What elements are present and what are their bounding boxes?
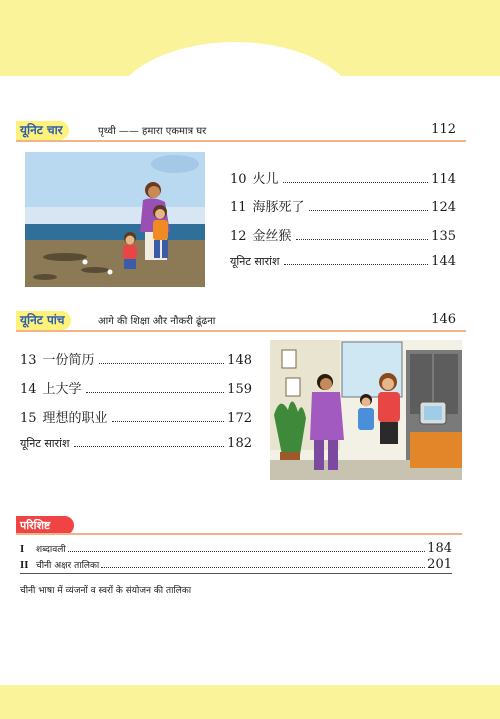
- appendix-page: 201: [427, 557, 452, 572]
- toc-entry-14[interactable]: [20, 378, 252, 398]
- toc-entry-12[interactable]: [230, 225, 456, 245]
- unit-five-title: आगे की शिक्षा और नौकरी ढूंढना: [98, 316, 216, 327]
- beach-family-illustration: [25, 152, 205, 287]
- appendix-roman: I: [20, 545, 25, 555]
- unit-five-tab: यूनिट पांच: [16, 311, 71, 330]
- toc-entry-title: 海豚死了: [252, 200, 305, 215]
- toc-entry-page: 124: [431, 200, 456, 215]
- toc-entry-page: 148: [227, 353, 252, 368]
- toc-entry-title: 上大学: [42, 382, 82, 397]
- toc-summary-page: 144: [431, 254, 456, 269]
- appendix-title: चीनी अक्षर तालिका: [36, 561, 100, 571]
- appendix-divider: [20, 573, 452, 574]
- toc-entry-title: 金丝猴: [252, 229, 292, 244]
- appendix-page: 184: [427, 541, 452, 556]
- toc-entry-page: 135: [431, 229, 456, 244]
- toc-entry-title: 理想的职业: [42, 411, 108, 426]
- toc-unit-five-summary[interactable]: [20, 436, 252, 456]
- leader-dots: [283, 182, 429, 183]
- toc-entry-title: 火儿: [252, 172, 279, 187]
- appendix-rule: [16, 533, 462, 535]
- leader-dots: [296, 239, 429, 240]
- unit-four-header: [16, 120, 466, 142]
- unit-four-page: 112: [431, 122, 456, 137]
- unit-five-page: 146: [431, 312, 456, 327]
- appendix-item-vocabulary[interactable]: [20, 541, 452, 556]
- toc-entry-title: 一份简历: [42, 353, 95, 368]
- appendix-tab: परिशिष्ट: [16, 516, 74, 535]
- toc-entry-10[interactable]: [230, 168, 456, 188]
- toc-entry-15[interactable]: [20, 407, 252, 427]
- unit-five-header: [16, 310, 466, 332]
- toc-entry-number: 11: [230, 200, 247, 215]
- toc-entry-page: 159: [227, 382, 252, 397]
- leader-dots: [112, 421, 225, 422]
- leader-dots: [284, 264, 429, 265]
- toc-summary-page: 182: [227, 436, 252, 451]
- toc-entry-13[interactable]: [20, 349, 252, 369]
- appendix-item-character-table[interactable]: [20, 557, 452, 572]
- toc-entry-number: 10: [230, 172, 247, 187]
- unit-five-rule: [16, 330, 466, 332]
- toc-entry-number: 13: [20, 353, 37, 368]
- leader-dots: [86, 392, 225, 393]
- office-scene-illustration: [270, 340, 462, 480]
- unit-four-rule: [16, 140, 466, 142]
- toc-summary-title: यूनिट सारांश: [20, 437, 70, 450]
- toc-entry-number: 14: [20, 382, 37, 397]
- appendix-title: शब्दावली: [36, 545, 66, 555]
- toc-entry-page: 172: [227, 411, 252, 426]
- unit-four-title: पृथ्वी —— हमारा एकमात्र घर: [98, 126, 207, 137]
- appendix-roman: II: [20, 561, 29, 571]
- appendix-footnote: चीनी भाषा में व्यंजनों व स्वरों के संयोजन की तालिका: [20, 586, 192, 596]
- toc-unit-four-summary[interactable]: [230, 254, 456, 274]
- unit-four-tab: यूनिट चार: [16, 121, 69, 140]
- leader-dots: [99, 363, 225, 364]
- toc-entry-page: 114: [431, 172, 456, 187]
- toc-summary-title: यूनिट सारांश: [230, 255, 280, 268]
- leader-dots: [309, 210, 429, 211]
- toc-entry-number: 12: [230, 229, 247, 244]
- leader-dots: [74, 446, 225, 447]
- leader-dots: [68, 551, 426, 552]
- bottom-decorative-band: [0, 685, 500, 719]
- toc-entry-11[interactable]: [230, 196, 456, 216]
- leader-dots: [101, 567, 425, 568]
- toc-entry-number: 15: [20, 411, 37, 426]
